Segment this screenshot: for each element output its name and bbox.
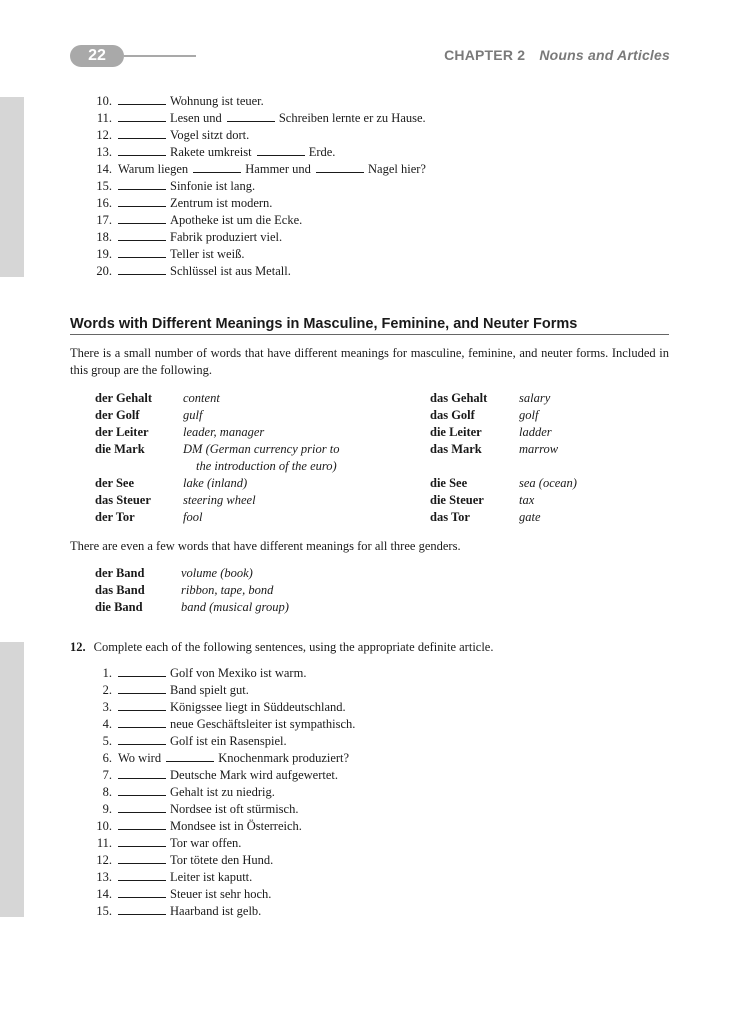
exercise-continued-list	[90, 93, 428, 280]
running-head	[444, 47, 670, 63]
answer-blank[interactable]	[118, 819, 166, 830]
answer-blank[interactable]	[118, 887, 166, 898]
vocab-word: das Golf	[430, 408, 475, 422]
item-number: 18.	[96, 230, 112, 244]
item-text: Leiter ist kaputt.	[170, 870, 253, 884]
answer-blank[interactable]	[166, 751, 214, 762]
vocab-entry	[430, 390, 650, 407]
exercise-item	[90, 195, 428, 212]
answer-blank[interactable]	[118, 870, 166, 881]
section-heading: Words with Different Meanings in Masculine, Feminine, and Neuter Forms	[70, 316, 669, 335]
exercise-item	[90, 161, 428, 178]
vocab-entry	[95, 407, 415, 424]
item-text: Zentrum ist modern.	[170, 196, 273, 210]
section-intro: There is a small number of words that have different meanings for masculine, feminine, and neuter forms. Included in this group are the following.	[70, 346, 669, 377]
item-number: 10.	[96, 819, 112, 833]
vocab-meaning-text: gulf	[183, 408, 203, 422]
vocab-entry	[430, 424, 650, 441]
answer-blank[interactable]	[118, 683, 166, 694]
answer-blank[interactable]	[118, 264, 166, 275]
item-text: Apotheke ist um die Ecke.	[170, 213, 303, 227]
item-text: Nordsee ist oft stürmisch.	[170, 802, 299, 816]
vocab-entry	[430, 441, 650, 475]
exercise-item	[90, 93, 428, 110]
exercise-item	[90, 682, 357, 699]
answer-blank[interactable]	[118, 94, 166, 105]
exercise-item	[90, 699, 357, 716]
vocab-meaning	[519, 390, 550, 407]
vocab-word: der Gehalt	[95, 391, 153, 405]
item-number: 17.	[96, 213, 112, 227]
item-number: 11.	[96, 111, 112, 125]
item-number: 3.	[102, 700, 112, 714]
answer-blank[interactable]	[118, 128, 166, 139]
vocab-meaning-text: gate	[519, 510, 541, 524]
answer-blank[interactable]	[316, 162, 364, 173]
vocab-word: das Mark	[430, 442, 482, 456]
exercise-item	[90, 767, 357, 784]
answer-blank[interactable]	[118, 717, 166, 728]
item-number: 1.	[102, 666, 112, 680]
answer-blank[interactable]	[118, 700, 166, 711]
exercise-item	[90, 229, 428, 246]
answer-blank[interactable]	[118, 836, 166, 847]
vocab-meaning-text: ribbon, tape, bond	[181, 583, 274, 597]
vocab-entry	[95, 582, 415, 599]
exercise-item	[90, 733, 357, 750]
item-number: 15.	[96, 179, 112, 193]
item-text: Hammer und	[245, 162, 311, 176]
exercise-item	[90, 801, 357, 818]
vocab-list-three-genders	[95, 565, 415, 616]
item-text: Königssee liegt in Süddeutschland.	[170, 700, 346, 714]
item-number: 13.	[96, 145, 112, 159]
vocab-meaning-text: marrow	[519, 442, 559, 456]
vocab-entry	[95, 492, 415, 509]
vocab-meaning	[519, 441, 558, 458]
side-thumb-tab	[0, 97, 24, 277]
item-number: 14.	[96, 887, 112, 901]
vocab-meaning	[519, 407, 538, 424]
answer-blank[interactable]	[118, 734, 166, 745]
vocab-meaning-continued: the introduction of the euro)	[196, 459, 337, 473]
item-text: Sinfonie ist lang.	[170, 179, 256, 193]
item-number: 4.	[102, 717, 112, 731]
answer-blank[interactable]	[118, 111, 166, 122]
vocab-entry	[95, 424, 415, 441]
item-number: 9.	[102, 802, 112, 816]
vocab-list-right	[430, 390, 650, 526]
exercise-number: 12.	[70, 640, 86, 654]
answer-blank[interactable]	[118, 785, 166, 796]
answer-blank[interactable]	[118, 904, 166, 915]
exercise-item	[90, 818, 357, 835]
item-text: neue Geschäftsleiter ist sympathisch.	[170, 717, 356, 731]
exercise-item	[90, 903, 357, 920]
item-text: Mondsee ist in Österreich.	[170, 819, 302, 833]
answer-blank[interactable]	[118, 666, 166, 677]
exercise-item	[90, 178, 428, 195]
header-rule	[124, 55, 196, 57]
item-text: Wo wird	[118, 751, 162, 765]
vocab-word: die Mark	[95, 442, 145, 456]
vocab-meaning	[183, 509, 202, 526]
item-number: 12.	[96, 128, 112, 142]
vocab-word: die Leiter	[430, 425, 482, 439]
vocab-meaning	[181, 599, 289, 616]
answer-blank[interactable]	[118, 213, 166, 224]
exercise-item	[90, 144, 428, 161]
exercise-12-list	[90, 665, 357, 920]
item-text: Band spielt gut.	[170, 683, 249, 697]
vocab-word: das Band	[95, 583, 145, 597]
vocab-entry	[95, 441, 415, 475]
item-text: Teller ist weiß.	[170, 247, 245, 261]
vocab-meaning-text: sea (ocean)	[519, 476, 577, 490]
item-text: Erde.	[308, 145, 336, 159]
vocab-word: der Band	[95, 566, 145, 580]
vocab-entry	[95, 599, 415, 616]
chapter-topic: Nouns and Articles	[539, 47, 670, 63]
vocab-entry	[95, 475, 415, 492]
vocab-entry	[430, 492, 650, 509]
item-number: 5.	[102, 734, 112, 748]
item-text: Deutsche Mark wird aufgewertet.	[170, 768, 338, 782]
answer-blank[interactable]	[227, 111, 275, 122]
item-number: 19.	[96, 247, 112, 261]
item-text: Haarband ist gelb.	[170, 904, 262, 918]
vocab-word: das Steuer	[95, 493, 151, 507]
item-text: Steuer ist sehr hoch.	[170, 887, 272, 901]
exercise-item	[90, 110, 428, 127]
vocab-meaning-text: volume (book)	[181, 566, 253, 580]
vocab-meaning-text: salary	[519, 391, 551, 405]
item-text: Lesen und	[170, 111, 222, 125]
answer-blank[interactable]	[118, 247, 166, 258]
vocab-entry	[430, 509, 650, 526]
item-text: Warum liegen	[118, 162, 189, 176]
vocab-meaning	[519, 475, 577, 492]
vocab-meaning-text: steering wheel	[183, 493, 256, 507]
vocab-meaning-text: band (musical group)	[181, 600, 289, 614]
vocab-meaning-text: golf	[519, 408, 539, 422]
item-number: 13.	[96, 870, 112, 884]
vocab-meaning	[183, 492, 256, 509]
exercise-item	[90, 263, 428, 280]
exercise-item	[90, 716, 357, 733]
vocab-word: der Leiter	[95, 425, 149, 439]
item-number: 12.	[96, 853, 112, 867]
side-thumb-tab	[0, 642, 24, 917]
item-number: 10.	[96, 94, 112, 108]
vocab-word: der Tor	[95, 510, 135, 524]
item-text: Schreiben lernte er zu Hause.	[278, 111, 426, 125]
item-text: Fabrik produziert viel.	[170, 230, 283, 244]
item-number: 8.	[102, 785, 112, 799]
exercise-item	[90, 886, 357, 903]
vocab-meaning	[519, 424, 552, 441]
exercise-item	[90, 852, 357, 869]
vocab-word: der Golf	[95, 408, 140, 422]
vocab-meaning	[183, 441, 339, 475]
vocab-word: das Tor	[430, 510, 470, 524]
item-text: Tor tötete den Hund.	[170, 853, 274, 867]
vocab-meaning-text: leader, manager	[183, 425, 265, 439]
answer-blank[interactable]	[118, 230, 166, 241]
vocab-meaning-text: lake (inland)	[183, 476, 248, 490]
vocab-word: das Gehalt	[430, 391, 488, 405]
vocab-entry	[430, 475, 650, 492]
answer-blank[interactable]	[118, 145, 166, 156]
vocab-meaning-text: ladder	[519, 425, 552, 439]
vocab-word: die See	[430, 476, 468, 490]
vocab-entry	[95, 509, 415, 526]
vocab-meaning-text: content	[183, 391, 220, 405]
vocab-meaning	[519, 492, 534, 509]
answer-blank[interactable]	[193, 162, 241, 173]
vocab-meaning	[183, 424, 264, 441]
item-text: Golf von Mexiko ist warm.	[170, 666, 307, 680]
vocab-meaning	[181, 565, 253, 582]
chapter-label: CHAPTER 2	[444, 47, 526, 63]
item-text: Rakete umkreist	[170, 145, 252, 159]
exercise-instruction: Complete each of the following sentences, using the appropriate definite article.	[93, 640, 494, 654]
exercise-item	[90, 835, 357, 852]
vocab-word: die Steuer	[430, 493, 484, 507]
item-number: 7.	[102, 768, 112, 782]
item-text: Knochenmark produziert?	[218, 751, 350, 765]
exercise-item	[90, 665, 357, 682]
item-text: Vogel sitzt dort.	[170, 128, 250, 142]
item-text: Gehalt ist zu niedrig.	[170, 785, 275, 799]
answer-blank[interactable]	[118, 802, 166, 813]
exercise-item	[90, 869, 357, 886]
exercise-item	[90, 750, 357, 767]
item-text: Schlüssel ist aus Metall.	[170, 264, 291, 278]
vocab-list-left	[95, 390, 415, 526]
vocab-meaning-text: fool	[183, 510, 203, 524]
item-number: 2.	[102, 683, 112, 697]
vocab-entry	[95, 565, 415, 582]
vocab-meaning	[183, 390, 220, 407]
item-number: 11.	[96, 836, 112, 850]
item-text: Nagel hier?	[368, 162, 426, 176]
answer-blank[interactable]	[118, 196, 166, 207]
item-text: Golf ist ein Rasenspiel.	[170, 734, 287, 748]
vocab-entry	[95, 390, 415, 407]
vocab-meaning	[181, 582, 273, 599]
answer-blank[interactable]	[257, 145, 305, 156]
item-number: 15.	[96, 904, 112, 918]
item-number: 14.	[96, 162, 112, 176]
vocab-meaning	[183, 407, 202, 424]
vocab-meaning	[519, 509, 541, 526]
vocab-meaning-text: tax	[519, 493, 535, 507]
exercise-item	[90, 212, 428, 229]
item-number: 6.	[102, 751, 112, 765]
vocab-word: der See	[95, 476, 134, 490]
item-number: 20.	[96, 264, 112, 278]
vocab-entry	[430, 407, 650, 424]
exercise-item	[90, 784, 357, 801]
exercise-12-instruction	[70, 640, 494, 655]
vocab-meaning	[183, 475, 247, 492]
page-number: 22	[70, 45, 124, 67]
item-text: Wohnung ist teuer.	[170, 94, 264, 108]
item-number: 16.	[96, 196, 112, 210]
answer-blank[interactable]	[118, 179, 166, 190]
vocab-meaning-text: DM (German currency prior to	[183, 442, 340, 456]
item-text: Tor war offen.	[170, 836, 242, 850]
exercise-item	[90, 127, 428, 144]
answer-blank[interactable]	[118, 853, 166, 864]
answer-blank[interactable]	[118, 768, 166, 779]
three-genders-intro: There are even a few words that have different meanings for all three genders.	[70, 539, 461, 553]
exercise-item	[90, 246, 428, 263]
vocab-word: die Band	[95, 600, 143, 614]
